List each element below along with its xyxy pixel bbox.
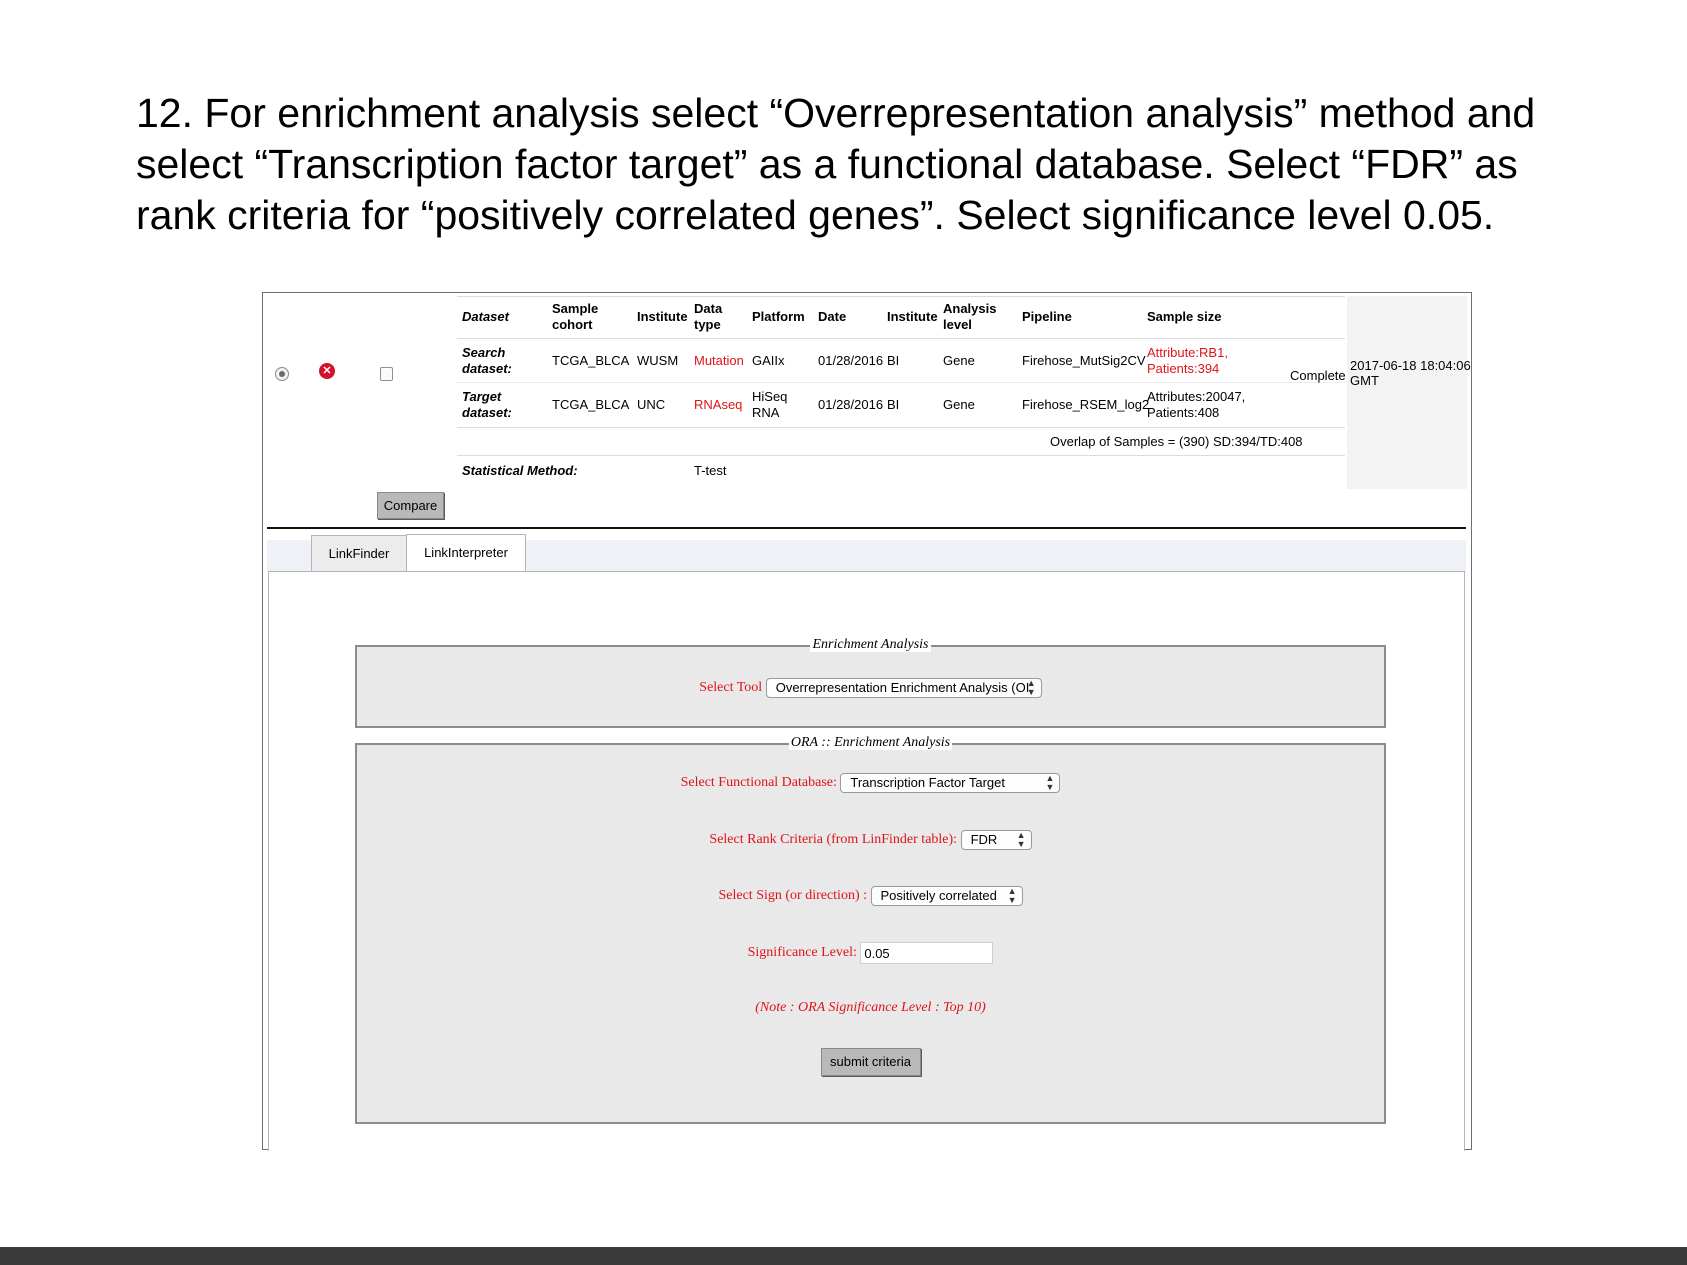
search-size-line: Patients:394 — [1147, 361, 1220, 376]
sign-select[interactable] — [871, 886, 1023, 906]
select-arrows-icon: ▲ ▼ — [1007, 886, 1017, 905]
timestamp-line: GMT — [1350, 373, 1379, 388]
functional-db-select[interactable] — [840, 773, 1060, 793]
target-level: Gene — [943, 397, 975, 412]
row-rule — [457, 455, 1345, 456]
select-tool-row — [357, 678, 1384, 698]
significance-label: Significance Level: — [747, 945, 857, 960]
search-level: Gene — [943, 353, 975, 368]
enrichment-analysis-fieldset — [355, 637, 1386, 728]
tab-linkfinder[interactable]: LinkFinder — [311, 535, 407, 571]
sign-label: Select Sign (or direction) : — [718, 888, 868, 903]
rank-criteria-select[interactable] — [961, 830, 1032, 850]
stat-method-label: Statistical Method: — [462, 463, 578, 478]
row-rule — [457, 382, 1345, 383]
target-platform-line: HiSeq — [752, 389, 788, 404]
target-date: 01/28/2016 — [818, 397, 884, 412]
search-dataset-label: Search dataset: — [462, 345, 512, 376]
link-interpreter-panel — [268, 571, 1465, 1151]
submit-criteria-button[interactable]: submit criteria — [821, 1048, 921, 1076]
target-cohort: TCGA_BLCA — [552, 397, 630, 412]
header-institute: Institute — [637, 309, 688, 324]
tab-linkinterpreter[interactable]: LinkInterpreter — [406, 534, 526, 571]
select-arrows-icon: ▲ ▼ — [1016, 830, 1026, 849]
search-sample-size — [1147, 345, 1228, 377]
search-data-type: Mutation — [694, 353, 744, 368]
slide-title — [136, 88, 1596, 241]
select-arrows-icon: ▲ ▼ — [1026, 678, 1036, 697]
slide-title-line: 12. For enrichment analysis select “Overrepresentation analysis” method and — [136, 90, 1536, 136]
compare-button[interactable]: Compare — [377, 492, 444, 519]
search-institute: WUSM — [637, 353, 679, 368]
compare-checkbox[interactable] — [380, 367, 393, 381]
ora-legend: ORA :: Enrichment Analysis — [790, 735, 951, 750]
target-platform — [752, 389, 787, 421]
target-sample-size — [1147, 389, 1245, 421]
search-size-line: Attribute:RB1, — [1147, 345, 1228, 360]
header-pipeline: Pipeline — [1022, 309, 1072, 324]
ora-fieldset — [355, 735, 1386, 1124]
status-text: Complete — [1290, 368, 1346, 383]
select-arrows-icon: ▲ ▼ — [1045, 773, 1055, 792]
rank-criteria-row — [357, 830, 1384, 850]
functional-db-row — [357, 773, 1384, 793]
search-pipeline: Firehose_MutSig2CV — [1022, 353, 1146, 368]
target-pipeline: Firehose_RSEM_log2 — [1022, 397, 1150, 412]
tool-select-value: Overrepresentation Enrichment Analysis (OI — [775, 680, 1030, 695]
timestamp-line: 2017-06-18 18:04:06 — [1350, 358, 1471, 373]
rank-criteria-label: Select Rank Criteria (from LinFinder table): — [709, 832, 958, 847]
search-platform: GAIIx — [752, 353, 785, 368]
target-institute-2: BI — [887, 397, 900, 412]
significance-input[interactable]: 0.05 — [860, 942, 993, 964]
slide-title-line: rank criteria for “positively correlated genes”. Select significance level 0.05. — [136, 192, 1495, 238]
header-dataset: Dataset — [462, 309, 509, 324]
submit-row — [357, 1048, 1384, 1076]
header-sample-cohort: Sample cohort — [552, 301, 599, 332]
delete-icon[interactable]: ✕ — [319, 363, 335, 379]
sign-row — [357, 886, 1384, 906]
bottom-bar — [0, 1247, 1687, 1265]
stat-method-value: T-test — [694, 463, 727, 478]
ora-note: (Note : ORA Significance Level : Top 10) — [755, 1000, 986, 1015]
rank-criteria-value: FDR — [970, 832, 998, 847]
search-date: 01/28/2016 — [818, 353, 884, 368]
slide-title-line: select “Transcription factor target” as a functional database. Select “FDR” as — [136, 141, 1518, 187]
header-institute-2: Institute — [887, 309, 938, 324]
timestamp — [1350, 358, 1471, 388]
app-screenshot — [262, 292, 1472, 1150]
functional-db-value: Transcription Factor Target — [850, 775, 1006, 790]
overlap-text: Overlap of Samples = (390) SD:394/TD:408 — [1050, 434, 1303, 449]
target-institute: UNC — [637, 397, 666, 412]
select-tool-label: Select Tool — [699, 680, 763, 695]
sign-value: Positively correlated — [880, 888, 997, 903]
row-rule — [457, 427, 1345, 428]
functional-db-label: Select Functional Database: — [680, 775, 837, 790]
header-platform: Platform — [752, 309, 805, 324]
target-platform-line: RNA — [752, 405, 780, 420]
header-data-type: Data type — [694, 301, 723, 332]
table-rule — [457, 338, 1345, 339]
section-divider — [267, 527, 1466, 529]
target-size-line: Patients:408 — [1147, 405, 1220, 420]
target-size-line: Attributes:20047, — [1147, 389, 1246, 404]
header-analysis-level: Analysis level — [943, 301, 997, 332]
target-dataset-label: Target dataset: — [462, 389, 512, 420]
target-data-type: RNAseq — [694, 397, 743, 412]
search-institute-2: BI — [887, 353, 900, 368]
tool-select[interactable] — [766, 678, 1042, 698]
header-sample-size: Sample size — [1147, 309, 1222, 324]
enrichment-legend: Enrichment Analysis — [812, 637, 929, 652]
header-date: Date — [818, 309, 847, 324]
significance-row — [357, 942, 1384, 964]
search-cohort: TCGA_BLCA — [552, 353, 630, 368]
select-radio[interactable] — [275, 367, 289, 381]
table-top-rule — [457, 296, 1345, 297]
status-column — [1347, 296, 1467, 489]
